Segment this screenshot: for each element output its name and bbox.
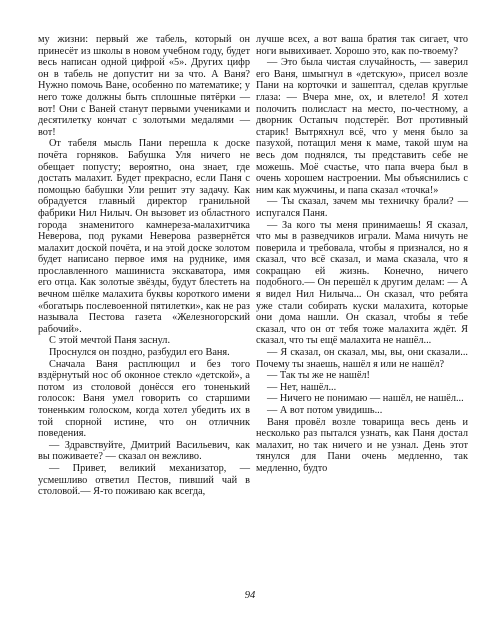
paragraph: От табеля мысль Пани перешла к доске почёта горняков. Бабушка Уля ничего не обещает попусту; вероятно, она знает, где достать малахит. Будет прекрасно, если Паня с помощью бабушки Ули решит эту задачу. Как обрадуется главный директор гранильной фабрики Нил Нилыч. Он вызовет из областного города знаменитого камнереза-малахитчика Неверова, под руками Неверова развернётся малахит доской почёта, и на этой доске золотом будет написано первое имя на руднике, имя прославленного машиниста экскаватора, имя его отца. Как золотые звёзды, будут блестеть на вечном шёлке малахита буквы короткого имени «богатырь послевоенной пятилетки», как не раз называла Пестова газета «Железногорский рабочий». — [38, 138, 250, 335]
paragraph: — А вот потом увидишь... — [267, 405, 383, 416]
paragraph: Ваня провёл возле товарища весь день и несколько раз пытался узнать, как Паня достал малахит, но так ничего и не узнал. День этот тянулся для Пани очень медленно, так медленно, будто — [256, 416, 468, 474]
paragraph: — Привет, великий механизатор, — усмешливо ответил Пестов, пивший чай в столовой.— Я-то поживаю как всегда, — [38, 462, 250, 498]
paragraph: Проснулся он поздно, разбудил его Ваня. — [49, 347, 230, 359]
page-number: 94 — [244, 590, 256, 601]
paragraph: му жизни: первый же табель, который он принесёт из школы в новом учебном году, будет весь написан одной цифрой «5». Других цифр он в табель не допустит ни за что. А Ваня? Нужно помочь Ване, особенно по математике; у него тоже должны быть сплошные пятёрки — вот! Они с Ваней станут первыми учениками и десятилетку кончат с золотыми медалями — вот! — [38, 34, 250, 138]
paragraph: — Это была чистая случайность, — заверил его Ваня, шмыгнул в «детскую», присел возле Пани на корточки и зашептал, сделав круглые глаза: — Вчера мне, ох, и влетело! Я хотел полочить полисласт на место, по-честному, а дворник Остапыч подстерёг. Вот противный старик! Вытряхнул всё, что у меня было за пазухой, потащил меня к маме, такой шум на весь дом поднялся, ты представить себе не можешь. Моё счастье, что папа вчера был в очень хорошем настроении. Мы объяснились с ним как мужчины, и папа сказал «точка!» — [256, 57, 468, 196]
left-column — [38, 34, 250, 498]
paragraph: лучше всех, а вот ваша братия так сигает, что ноги вывихивает. Хорошо это, как по-твоему? — [256, 34, 468, 57]
paragraph: — Ничего не понимаю — нашёл, не нашёл... — [267, 393, 464, 405]
paragraph: — Нет, нашёл... — [267, 381, 337, 393]
paragraph: — Ты сказал, зачем мы техничку брали? — испугался Паня. — [256, 196, 468, 219]
paragraph: — За кого ты меня принимаешь! Я сказал, что мы в разведчиков играли. Мама ничуть не поверила и требовала, чтобы я признался, но я сказал, что всё сказал, и мама сказала, что я сокращаю ей жизнь. Конечно, ничего подобного.— Он перешёл к другим делам: — А я видел Нил Нилыча... Он сказал, что ребята уже стали собирать куски малахита, которые они дома нашли. Он сказал, чтобы я тебе сказал, что он от тебя тоже малахита ждёт. Я сказал, что ты ещё малахита не нашёл... — [256, 219, 468, 347]
paragraph: — Здравствуйте, Дмитрий Васильевич, как вы поживаете? — сказал он вежливо. — [38, 439, 250, 463]
paragraph: — Так ты же не нашёл! — [267, 370, 370, 382]
paragraph: Сначала Ваня расплющил и без того вздёрнутый нос об оконное стекло «детской», а потом из столовой донёсся его тоненький голосок: Ваня умел говорить со старшими тоненьким голоском, когда хотел убедить их в той спорной истине, что он отличник поведения. — [38, 358, 250, 440]
right-column — [256, 34, 468, 475]
paragraph: — Я сказал, он сказал, мы, вы, они сказали... Почему ты знаешь, нашёл я или не нашёл? — [256, 347, 468, 370]
paragraph: С этой мечтой Паня заснул. — [49, 335, 171, 347]
